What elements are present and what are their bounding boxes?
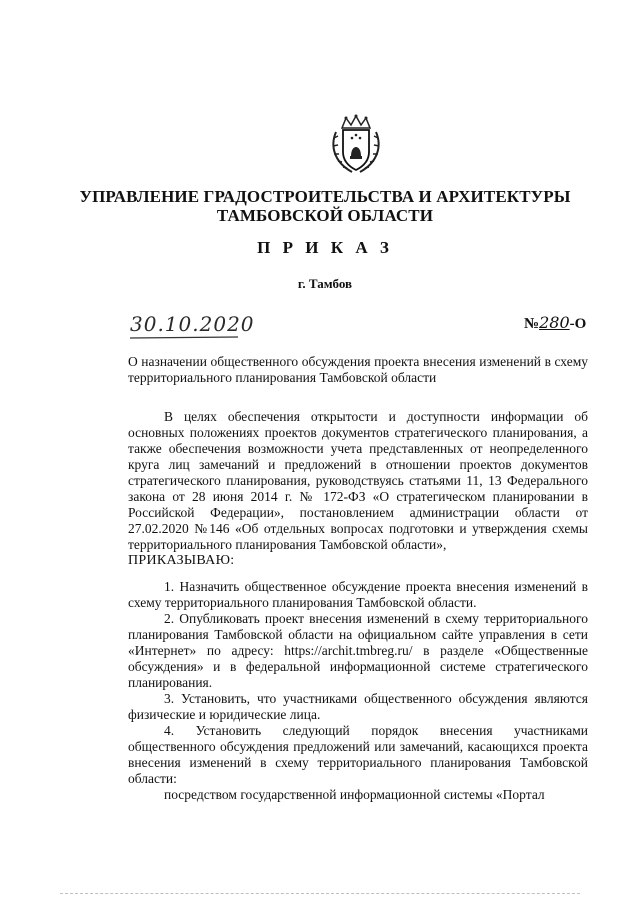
preamble-paragraph: В целях обеспечения открытости и доступности информации об основных положениях проектов документов стратегического планирования, а также обеспечения возможности учета представленных от неопределенного круга лиц замечаний и предложений в отношении проектов документов стратегического планирования, руководствуясь статьями 11, 13 Федерального закона от 28 июня 2014 г. № 172-ФЗ «О стратегическом планировании в Российской Федерации», постановлением администрации области от 27.02.2020 №146 «Об отдельных вопросах подготовки и утверждения схемы территориального планирования Тамбовской области», [128,409,588,552]
number-prefix: № [524,316,540,332]
order-body [128,409,588,803]
order-item-3: 3. Установить, что участниками общественного обсуждения являются физические и юридические лица. [128,691,588,722]
tambov-coat-of-arms-icon [330,114,382,176]
order-item-continuation: посредством государственной информационной системы «Портал [164,787,545,802]
organization-name-line1: УПРАВЛЕНИЕ ГРАДОСТРОИТЕЛЬСТВА И АРХИТЕКТУРЫ [79,187,571,206]
city-label: г. Тамбов [297,276,353,291]
order-word: ПРИКАЗЫВАЮ: [128,553,235,568]
date-underline [128,310,268,342]
document-type-title: П Р И К А З [257,238,393,257]
number-suffix: -О [569,316,587,332]
order-item-1: 1. Назначить общественное обсуждение проекта внесения изменений в схему территориального планирования Тамбовской области. [128,579,588,610]
organization-name-line2: ТАМБОВСКОЙ ОБЛАСТИ [216,206,434,225]
order-number [524,313,586,333]
page-bottom-rule [60,893,580,894]
order-item-2: 2. Опубликовать проект внесения изменений в схему территориального планирования Тамбовской области на официальном сайте управления в сети «Интернет» по адресу: https://archit.tmbreg.ru/ в разделе «Общественные обсуждения» и в федеральной информационной системе стратегического планирования. [128,611,588,690]
order-item-4: 4. Установить следующий порядок внесения участниками общественного обсуждения предложений или замечаний, касающихся проекта внесения изменений в схему территориального планирования Тамбовской области: [128,723,588,786]
handwritten-date [128,310,268,342]
date-text: 30.10.2020 [130,312,255,336]
order-subject: О назначении общественного обсуждения проекта внесения изменений в схему территориального планирования Тамбовской области [128,354,588,385]
number-handwritten: 280 [539,313,570,332]
